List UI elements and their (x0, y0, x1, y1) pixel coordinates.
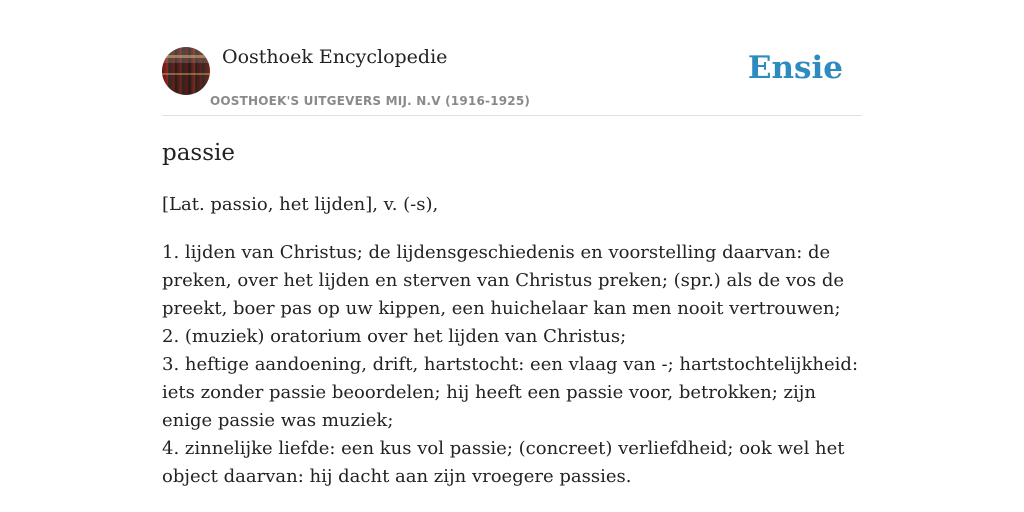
definition-sense: 2. (muziek) oratorium over het lijden van Christus; (162, 326, 627, 347)
avatar-band (162, 73, 210, 75)
source-avatar[interactable] (162, 47, 210, 95)
definition-sense: 4. zinnelijke liefde: een kus vol passie; (concreet) verliefdheid; ook wel het object daarvan: hij dacht aan zijn vroegere passies. (162, 438, 845, 487)
source-title[interactable]: Oosthoek Encyclopedie (222, 46, 448, 68)
definition-sense: 3. heftige aandoening, drift, hartstocht: een vlaag van -; hartstochtelijkheid: iets zonder passie beoordelen; hij heeft een passie voor, betrokken; zijn enige passie was muziek; (162, 354, 859, 431)
header-divider (162, 115, 862, 116)
entry-headword: passie (162, 140, 236, 166)
definition-sense: 1. lijden van Christus; de lijdensgeschiedenis en voorstelling daarvan: de preken, over het lijden en sterven van Christus preken; (spr.) als de vos de preekt, boer pas op uw kippen, een huichelaar kan men nooit vertrouwen; (162, 242, 845, 319)
avatar-band (162, 55, 210, 58)
publisher-label: OOSTHOEK'S UITGEVERS MIJ. N.V (1916-1925) (210, 94, 531, 108)
entry-definition (162, 239, 862, 491)
entry-etymology: [Lat. passio, het lijden], v. (-s), (162, 194, 439, 215)
brand-logo[interactable]: Ensie (747, 50, 843, 86)
